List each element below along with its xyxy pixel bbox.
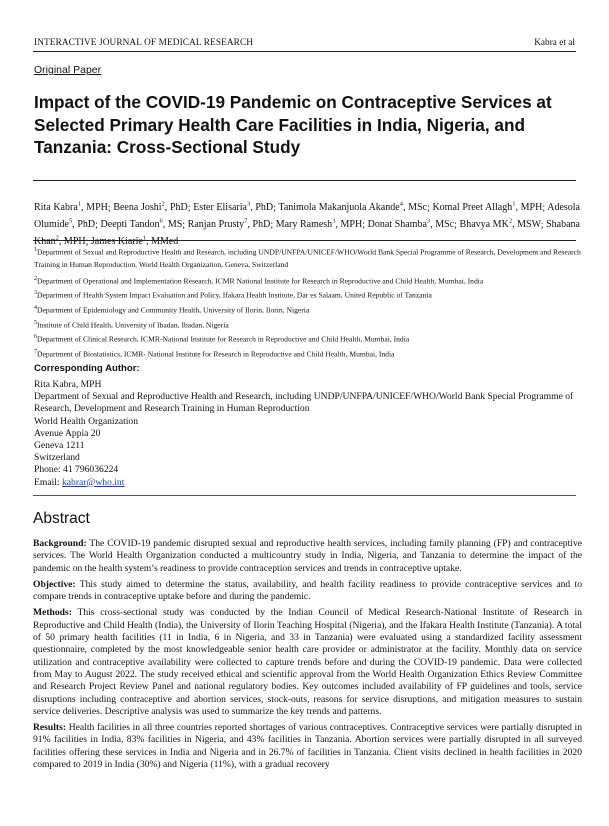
author-entry — [460, 219, 541, 230]
abstract-section-label: Objective: — [33, 578, 76, 590]
author-entry — [193, 202, 273, 213]
affiliation-text: Department of Epidemiology and Community Health, University of Ilorin, Ilorin, Nigeria — [37, 305, 310, 315]
affiliation-text: Department of Sexual and Reproductive Health and Research, including UNDP/UNFPA/UNICEF/WHO/World Bank Special Programme of Research, Development and Research Training in Human Reproduction, World Health Organization, Geneva, Switzerland — [34, 247, 581, 269]
author-entry — [432, 202, 542, 213]
title-divider — [33, 180, 576, 181]
author-degree: , MPH — [58, 235, 86, 247]
author-entry — [113, 202, 187, 213]
affiliation-text: Institute of Child Health, University of Ibadan, Ibadan, Nigeria — [37, 320, 229, 330]
author-affiliation-number: 5 — [69, 217, 73, 225]
corr-line: Department of Sexual and Reproductive Health and Research, including UNDP/UNFPA/UNICEF/WHO/World Bank Special Programme of Research, Development and Research Training in Human Reproduction — [34, 391, 574, 415]
abstract-section — [33, 538, 582, 575]
abstract-section-label: Methods: — [33, 607, 72, 619]
author-affiliation-number: 1 — [512, 201, 516, 208]
affiliation-list — [34, 244, 582, 361]
author-name: James Kiarie — [90, 235, 143, 247]
author-affiliation-number: 3 — [332, 217, 336, 225]
abstract-section-label: Background: — [33, 538, 87, 549]
affiliation-text: Department of Operational and Implementation Research, ICMR National Institute for Research in Reproductive and Child Health, Mumbai, India — [37, 276, 484, 286]
corresponding-author-heading: Corresponding Author: — [34, 363, 140, 374]
abstract-section-text: This study aimed to determine the status, availability, and health facility readiness to provide contraceptive services and to compare trends in contraceptive uptake before and during the pandemic. — [33, 578, 582, 603]
author-affiliation-number: 2 — [161, 201, 165, 208]
author-degree: , MSc — [430, 219, 455, 231]
author-affiliation-number: 6 — [159, 217, 163, 225]
corresponding-author-block — [34, 379, 582, 489]
author-affiliation-number: 2 — [55, 234, 59, 242]
author-name: Donat Shamba — [367, 219, 427, 231]
author-list: Rita Kabra$^1$, MPH; Beena Joshi$^2$, PhD; Ester Elisaria$^3$, PhD; Tanimola Makanjuola Akande$^4$, MSc; Komal Preet Allagh$^1$, MPH; Adesola Olumide$^5$, PhD; Deepti Tandon$^6$, MS; Ranjan Prusty$^7$, PhD; Mary Ramesh$^3$, MPH; Donat Shamba$^3$, MSc; Bhavya $MK^2$, MSW; Shabana Khan$^2$, MPH; James Kiarie$^1$, MMed — [34, 201, 580, 247]
journal-name: INTERACTIVE JOURNAL OF MEDICAL RESEARCH — [34, 38, 254, 48]
author-entry — [188, 219, 271, 230]
author-affiliation-number: 1 — [77, 201, 82, 208]
corr-line: Rita Kabra, MPH — [34, 379, 102, 390]
affiliation-number: 3 — [34, 290, 37, 297]
author-degree: , MSc — [402, 202, 427, 214]
email-label: Email: — [34, 476, 62, 488]
author-affiliation-number: 3 — [426, 217, 431, 225]
abstract-section — [33, 607, 582, 718]
author-entry — [34, 202, 108, 213]
author-name: Rita Kabra — [34, 202, 78, 214]
author-name: Bhavya MK — [459, 219, 509, 231]
author-name: Adesola Olumide — [34, 202, 580, 231]
affiliation-item — [34, 273, 582, 288]
author-degree: , PhD — [164, 202, 188, 214]
author-degree: , MPH — [335, 219, 363, 231]
author-degree: , PhD — [72, 219, 96, 231]
abstract-body — [33, 538, 582, 826]
corr-line: Avenue Appia 20 — [34, 427, 101, 439]
author-entry — [276, 219, 363, 230]
author-name: Shabana Khan — [34, 219, 580, 247]
author-degree: , MSW — [512, 219, 541, 231]
author-degree: , MS — [162, 219, 183, 231]
paper-type-label: Original Paper — [34, 64, 102, 76]
author-name: Komal Preet Allagh — [432, 202, 513, 214]
author-degree: , PhD — [247, 219, 271, 231]
authors-divider — [33, 240, 576, 241]
abstract-section-text: Health facilities in all three countries reported shortages of various contraceptives. Contraceptive services were partially disrupted in 91% facilities in India, 83% facilities in Nigeria, and 43% facilities in Tanzania. Abortion services were partially disrupted in all surveyed facilities offering these services in India and Nigeria and in 26.7% of facilities in Tanzania. Client visits declined in health facilities in 2020 compared to 2019 in India (30%) and Nigeria (11%), with a gradual recovery — [33, 722, 582, 771]
author-name: Ranjan Prusty — [187, 219, 245, 231]
corr-line: World Health Organization — [34, 415, 139, 427]
author-name: Ester Elisaria — [193, 202, 247, 214]
affiliation-text: Department of Clinical Research, ICMR-National Institute for Research in Reproductive and Child Health, Mumbai, India — [37, 335, 410, 344]
abstract-section — [33, 579, 582, 604]
affiliation-item — [34, 302, 582, 317]
corr-email-line — [34, 477, 582, 489]
author-name: Deepti Tandon — [100, 219, 160, 231]
abstract-heading: Abstract — [33, 510, 90, 527]
running-author: Kabra et al — [534, 38, 575, 48]
affiliation-number: 2 — [34, 275, 37, 282]
affiliation-item — [34, 331, 582, 346]
author-degree: , MMed — [146, 235, 179, 247]
author-entry — [368, 219, 455, 230]
author-name: Mary Ramesh — [275, 219, 333, 231]
affiliation-item — [34, 287, 582, 302]
affiliation-item — [34, 317, 582, 332]
author-entry — [278, 202, 427, 213]
affiliation-number: 6 — [34, 334, 37, 341]
abstract-section-label: Results: — [33, 722, 67, 734]
abstract-section — [33, 722, 582, 771]
author-degree: , MPH — [81, 202, 108, 214]
affiliation-number: 4 — [34, 305, 37, 311]
header-divider — [33, 51, 576, 52]
email-link[interactable]: kabrar@who.int — [61, 476, 125, 488]
author-affiliation-number: 2 — [508, 217, 513, 225]
affiliation-text: Department of Health System Impact Evaluation and Policy, Ifakara Health Institute, Dar es Salaam, United Republic of Tanzania — [37, 290, 432, 300]
author-degree: , PhD — [250, 202, 274, 214]
abstract-divider — [33, 495, 576, 496]
affiliation-text: Department of Biostatistics, ICMR- National Institute for Research in Reproductive and Child Health, Mumbai, India — [37, 349, 395, 359]
author-entry — [101, 219, 183, 230]
affiliation-number: 7 — [34, 349, 37, 356]
corr-line: Switzerland — [34, 452, 80, 464]
affiliation-item — [34, 346, 582, 361]
corr-line: Phone: 41 796036224 — [34, 464, 119, 476]
author-name: Tanimola Makanjuola Akande — [278, 202, 400, 214]
author-degree: , MPH — [515, 202, 543, 214]
affiliation-item — [34, 244, 582, 271]
paper-title: Impact of the COVID-19 Pandemic on Contraceptive Services at Selected Primary Health Care Facilities in India, Nigeria, and Tanzania: Cross-Sectional Study — [34, 92, 552, 157]
affiliation-number: 1 — [34, 247, 37, 253]
author-affiliation-number: 1 — [142, 234, 147, 242]
author-name: Beena Joshi — [113, 202, 162, 214]
author-affiliation-number: 7 — [244, 217, 248, 225]
abstract-section-text: This cross-sectional study was conducted by the Indian Council of Medical Research-National Institute of Research in Reproductive and Child Health (India), the University of Ilorin Teaching Hospital (Nigeria), and the Ifakara Health Institute (Tanzania). A total of 50 primary health facilities (11 in India, 6 in Nigeria, and 33 in Tanzania) were evaluated using a standardized facility assessment questionnaire, completed by the most knowledgeable senior health care provider or administrator at the facility. Monthly data on service utilization and contraceptive availability were collected to capture trends before and during the COVID-19 pandemic. Data were collected from May to August 2022. The study received ethical and scientific approval from the World Health Organization Ethics Review Committee and Research Project Review Panel and national regulatory bodies. Key outcomes included availability of FP guidelines and tools, service disruptions including contraceptive and abortion services, stock-outs, reasons for service disruptions, and mitigation measures to sustain service deliveries. Descriptive analysis was used to summarize the key trends and patterns. — [33, 607, 582, 717]
author-affiliation-number: 4 — [399, 201, 403, 208]
corr-line: Geneva 1211 — [34, 440, 85, 452]
affiliation-number: 5 — [34, 319, 37, 326]
abstract-section-text: The COVID-19 pandemic disrupted sexual and reproductive health services, including family planning (FP) and contraceptive services. The World Health Organization conducted a multicountry study in India, Nigeria, and Tanzania to determine the impact of the pandemic on the health system’s readiness to provide contraception services and trends in contraceptive uptake. — [33, 538, 582, 574]
author-affiliation-number: 3 — [246, 201, 251, 208]
